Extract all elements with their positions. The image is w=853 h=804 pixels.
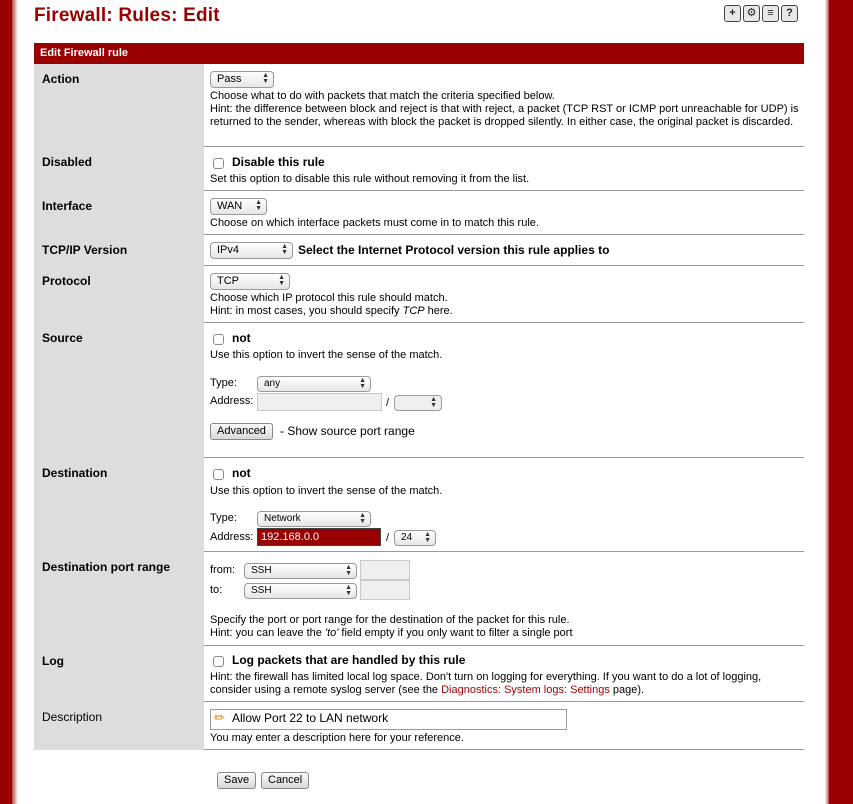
disabled-row: Disabled Disable this rule Set this option to disable this rule without removing it from the list.: [34, 147, 804, 191]
action-label: Action: [34, 64, 204, 147]
destination-row: Destination not Use this option to invert the sense of the match. Type: Network ▲ ▼ Address: 192.168.0.0 / 24 ▲ ▼: [34, 458, 804, 552]
source-not-checkbox[interactable]: [213, 334, 224, 345]
ipversion-row: TCP/IP Version IPv4 ▲ ▼ Select the Internet Protocol version this rule applies to: [34, 235, 804, 266]
protocol-select[interactable]: TCP ▲ ▼: [210, 273, 290, 290]
toolbar: [724, 5, 798, 22]
log-icon[interactable]: ≡: [762, 5, 779, 22]
log-row: Log Log packets that are handled by this rule Hint: the firewall has limited local log space. Don't turn on logging for everything. If you want to do a lot of logging, consider using a remote syslog server (see the Diagnostics: System logs: Settings page).: [34, 646, 804, 702]
dest-port-from-input[interactable]: [360, 560, 410, 580]
advanced-button[interactable]: Advanced: [210, 423, 273, 440]
source-label: Source: [34, 323, 204, 458]
dest-port-to-select[interactable]: SSH ▲ ▼: [244, 583, 357, 599]
destination-address-input[interactable]: 192.168.0.0: [257, 528, 381, 546]
settings-icon[interactable]: ⚙: [743, 5, 760, 22]
source-address-input[interactable]: [257, 393, 382, 411]
interface-select[interactable]: WAN ▲ ▼: [210, 198, 267, 215]
save-button[interactable]: Save: [217, 772, 256, 789]
pencil-icon: ✏: [214, 710, 225, 725]
interface-label: Interface: [34, 191, 204, 235]
destination-type-select[interactable]: Network ▲ ▼: [257, 511, 371, 527]
disable-rule-checkbox[interactable]: [213, 158, 224, 169]
description-row: Description ✏ Allow Port 22 to LAN network You may enter a description here for your reference.: [34, 702, 804, 750]
protocol-label: Protocol: [34, 266, 204, 323]
action-row: Action Pass ▲ ▼ Choose what to do with packets that match the criteria specified below. Hint: the difference between block and reject is that with reject, a packet (TCP RST or ICMP port unreachable for UDP) is returned to the sender, whereas with block the packet is dropped silently. In either case, the original packet is discarded.: [34, 64, 804, 147]
ipversion-select[interactable]: IPv4 ▲ ▼: [210, 242, 293, 259]
source-mask-select[interactable]: ▲ ▼: [394, 395, 442, 411]
dest-port-from-select[interactable]: SSH ▲ ▼: [244, 563, 357, 579]
dest-port-row: Destination port range from: SSH ▲ ▼ to: SSH ▲ ▼ Specify the port or port range for the destination of the packet for this rule. Hint: you can leave the 'to' field empty if you only want to filter a single port: [34, 552, 804, 646]
action-select[interactable]: Pass ▲ ▼: [210, 71, 274, 88]
disable-rule-label: Disable this rule: [232, 155, 325, 169]
log-label: Log: [34, 646, 204, 702]
window-frame-left: [0, 0, 12, 804]
destination-label: Destination: [34, 458, 204, 552]
log-packets-checkbox[interactable]: [213, 656, 224, 667]
description-label: Description: [34, 702, 204, 750]
destination-mask-select[interactable]: 24 ▲ ▼: [394, 530, 436, 546]
disabled-label: Disabled: [34, 147, 204, 191]
add-icon[interactable]: +: [724, 5, 741, 22]
description-input[interactable]: ✏ Allow Port 22 to LAN network: [210, 709, 567, 730]
syslog-settings-link[interactable]: Diagnostics: System logs: Settings: [441, 684, 610, 696]
source-row: Source not Use this option to invert the sense of the match. Type: any ▲ ▼ Address: / ▲ ▼ Advanced - Show source port range: [34, 323, 804, 458]
source-type-select[interactable]: any ▲ ▼: [257, 376, 371, 392]
page-title: Firewall: Rules: Edit: [34, 5, 220, 26]
ipversion-label: TCP/IP Version: [34, 235, 204, 266]
form-header: Edit Firewall rule: [34, 43, 804, 64]
cancel-button[interactable]: Cancel: [261, 772, 309, 789]
protocol-row: Protocol TCP ▲ ▼ Choose which IP protocol this rule should match. Hint: in most cases, you should specify TCP here.: [34, 266, 804, 323]
destination-not-checkbox[interactable]: [213, 469, 224, 480]
dest-port-label: Destination port range: [34, 552, 204, 646]
interface-row: Interface WAN ▲ ▼ Choose on which interface packets must come in to match this rule.: [34, 191, 804, 235]
window-frame-right: [829, 0, 853, 804]
dest-port-to-input[interactable]: [360, 580, 410, 600]
help-icon[interactable]: ?: [781, 5, 798, 22]
